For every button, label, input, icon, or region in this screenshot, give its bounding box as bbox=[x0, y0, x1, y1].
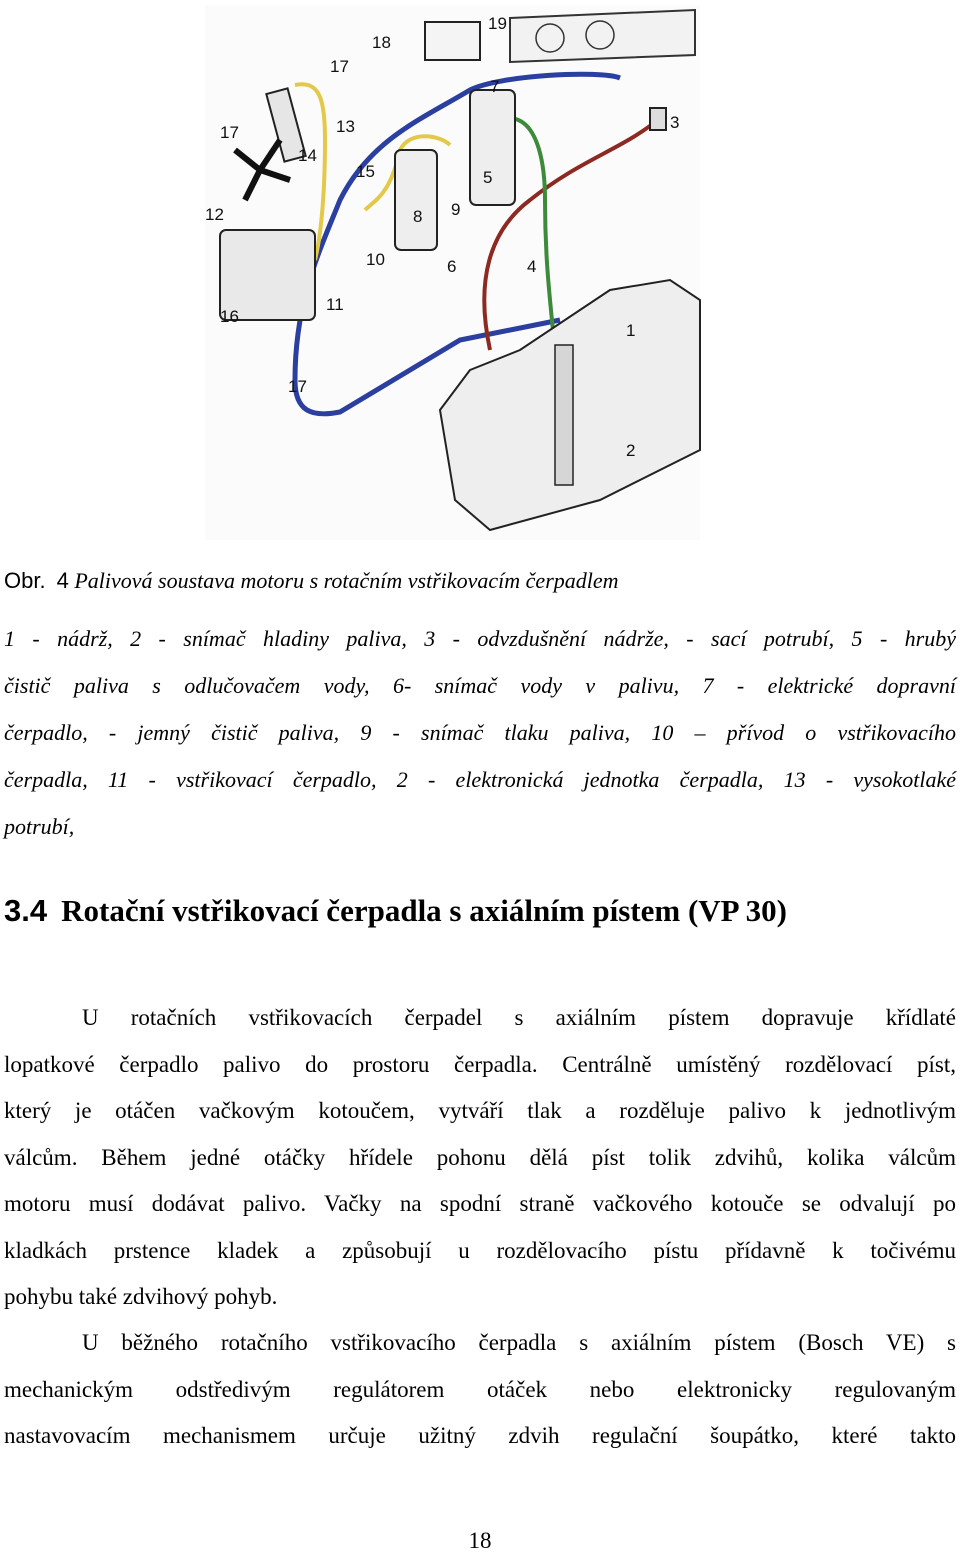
caption-line: čerpadlo, - jemný čistič paliva, 9 - snímač tlaku paliva, 10 – přívod o vstřikovacího bbox=[4, 720, 956, 745]
paragraph-line: válcům. Během jedné otáčky hřídele pohonu dělá píst tolik zdvihů, kolika válcům bbox=[4, 1144, 956, 1170]
figure-label: 17 bbox=[288, 377, 307, 396]
figure-label: 16 bbox=[220, 307, 239, 326]
figure-caption-title bbox=[4, 568, 619, 594]
figure-label: 9 bbox=[451, 200, 461, 219]
figure-label: 15 bbox=[356, 162, 375, 181]
paragraph-line: nastavovacím mechanismem určuje užitný zdvih regulační šoupátko, které takto bbox=[4, 1423, 956, 1448]
paragraph-2 bbox=[4, 1320, 956, 1460]
figure-caption-legend bbox=[4, 615, 956, 850]
fuel-system-diagram bbox=[200, 0, 705, 545]
page-number: 18 bbox=[468, 1528, 492, 1553]
fuel-system-figure bbox=[200, 0, 705, 545]
paragraph-line: kladkách prstence kladek a způsobují u rozdělovacího pístu přídavně k točivému bbox=[4, 1237, 956, 1263]
caption-obr: Obr. bbox=[4, 568, 46, 593]
figure-label: 6 bbox=[447, 257, 457, 276]
paragraph-line-text: U běžného rotačního vstřikovacího čerpadla s axiálním pístem (Bosch VE) s bbox=[82, 1330, 956, 1355]
vent-valve-shape bbox=[650, 108, 666, 130]
figure-label: 13 bbox=[336, 117, 355, 136]
figure-label: 4 bbox=[527, 257, 537, 276]
figure-label: 11 bbox=[326, 295, 344, 314]
section-heading bbox=[4, 893, 787, 929]
dashboard-shape bbox=[510, 10, 695, 62]
figure-label: 19 bbox=[488, 14, 507, 33]
section-number: 3.4 bbox=[4, 893, 48, 928]
figure-label: 2 bbox=[626, 441, 636, 460]
coarse-filter-shape bbox=[470, 90, 515, 205]
paragraph-line: mechanickým odstředivým regulátorem otáček nebo elektronicky regulovaným bbox=[4, 1376, 956, 1402]
caption-line: čerpadla, 11 - vstřikovací čerpadlo, 2 - elektronická jednotka čerpadla, 13 - vysokotlaké bbox=[4, 767, 956, 792]
section-title: Rotační vstřikovací čerpadla s axiálním pístem (VP 30) bbox=[61, 893, 787, 928]
caption-title: Palivová soustava motoru s rotačním vstřikovacím čerpadlem bbox=[74, 568, 619, 593]
paragraph-1 bbox=[4, 995, 956, 1321]
figure-label: 12 bbox=[205, 205, 224, 224]
figure-label: 17 bbox=[330, 57, 349, 76]
caption-line: 1 - nádrž, 2 - snímač hladiny paliva, 3 - odvzdušnění nádrže, - sací potrubí, 5 - hrubý bbox=[4, 626, 956, 651]
fine-filter-shape bbox=[395, 150, 437, 250]
figure-label: 5 bbox=[483, 168, 493, 187]
figure-label: 17 bbox=[220, 123, 239, 142]
electronic-unit-shape bbox=[425, 22, 480, 60]
figure-label: 8 bbox=[413, 207, 423, 226]
figure-label: 1 bbox=[626, 321, 636, 340]
figure-label: 3 bbox=[670, 113, 680, 132]
paragraph-line: který je otáčen vačkovým kotoučem, vytváří tlak a rozděluje palivo k jednotlivým bbox=[4, 1098, 956, 1123]
figure-label: 7 bbox=[490, 77, 500, 96]
paragraph-line-text: U rotačních vstřikovacích čerpadel s axiálním pístem dopravuje křídlaté bbox=[82, 1005, 956, 1030]
figure-label: 14 bbox=[298, 146, 317, 165]
caption-number: 4 bbox=[56, 568, 69, 593]
caption-line: čistič paliva s odlučovačem vody, 6- snímač vody v palivu, 7 - elektrické dopravní bbox=[4, 673, 956, 698]
paragraph-line: lopatkové čerpadlo palivo do prostoru čerpadla. Centrálně umístěný rozdělovací píst, bbox=[4, 1051, 956, 1077]
paragraph-line: pohybu také zdvihový pohyb. bbox=[4, 1284, 278, 1309]
caption-line: potrubí, bbox=[4, 814, 75, 839]
figure-label: 10 bbox=[366, 250, 385, 269]
level-sensor-shape bbox=[555, 345, 573, 485]
paragraph-line: motoru musí dodávat palivo. Vačky na spodní straně vačkového kotouče se odvalují po bbox=[4, 1191, 956, 1216]
paragraph-line bbox=[4, 995, 956, 1042]
paragraph-line bbox=[4, 1320, 956, 1367]
figure-label: 18 bbox=[372, 33, 391, 52]
